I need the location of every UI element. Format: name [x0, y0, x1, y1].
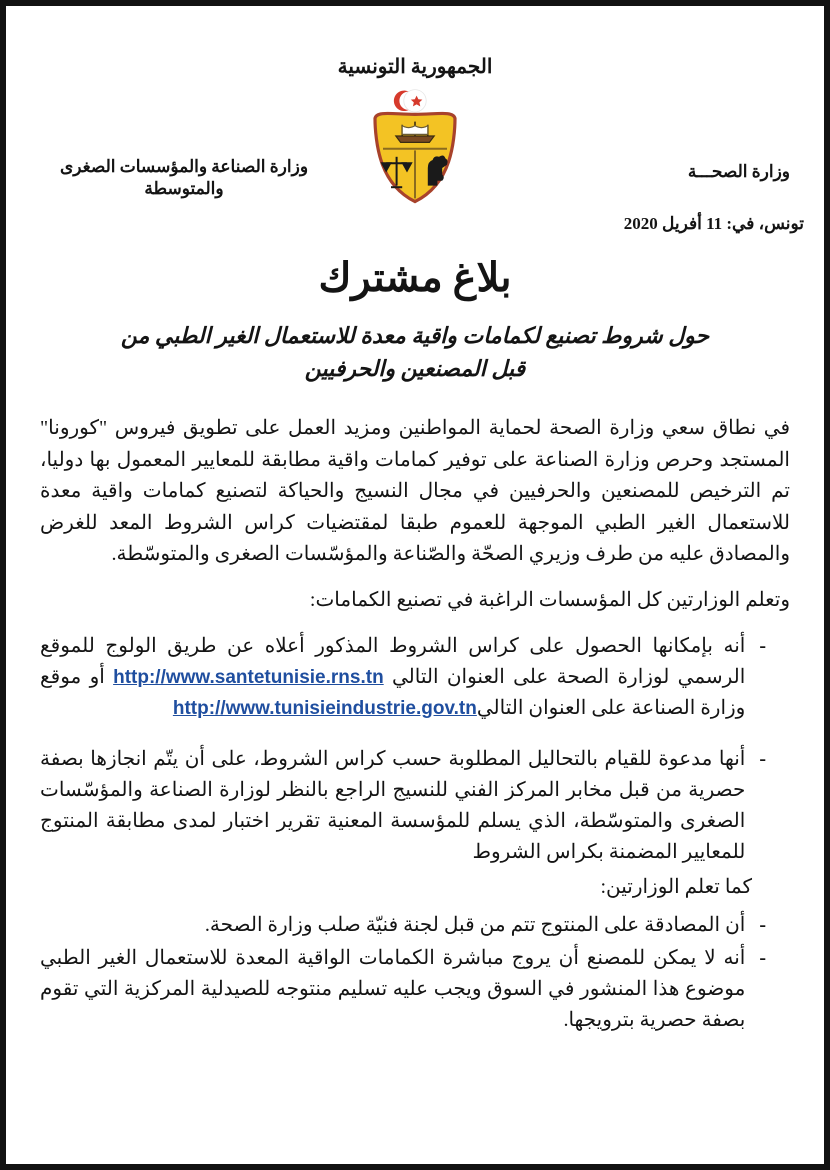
bullet-text: أنه لا يمكن للمصنع أن يروج مباشرة الكمامات الواقية المعدة للاستعمال الغير الطبي موضوع هذا المنشور في السوق ويجب عليه تسليم منتوجه للصيدلية المركزية التي تقوم بصفة حصرية بترويجها. — [40, 946, 746, 1031]
second-list-intro: كما تعلم الوزارتين: — [600, 875, 752, 898]
bullet-item-required-tests — [40, 744, 790, 868]
sante-tunisie-link[interactable]: http://www.santetunisie.rns.tn — [113, 666, 384, 688]
bullet1-text-part2: أو موقع وزارة الصناعة على العنوان التالي — [40, 665, 746, 719]
date-line: تونس، في: 11 أفريل 2020 — [623, 214, 804, 233]
bullet-text — [40, 631, 745, 724]
bullet-item-product-approval — [40, 910, 790, 941]
tunisia-coat-of-arms-icon — [359, 88, 471, 217]
second-list — [40, 910, 790, 1036]
bullet-item-access-conditions — [40, 631, 790, 724]
republic-title: الجمهورية التونسية — [337, 56, 493, 78]
bullet-dash-icon: - — [759, 913, 766, 936]
bullet-dash-icon: - — [759, 747, 766, 770]
intro-paragraph: في نطاق سعي وزارة الصحة لحماية المواطنين ومزيد العمل على تطويق فيروس "كورونا" المستجد وحرص وزارة الصناعة على توفير كمامات واقية مطابقة للمعايير المعمول بها دوليا، تم الترخيص للمصنعين والحرفيين في مجال النسيج والحياكة لتصنيع كمامات واقية معدة للاستعمال الغير الطبي الموجهة للعموم طبقا لمقتضيات كراس الشروط المعد للغرض والمصادق عليه من طرف وزيري الصحّة والصّناعة والمؤسّسات الصغرى والمتوسّطة. — [40, 417, 790, 566]
ministry-industry-label: وزارة الصناعة والمؤسسات الصغرى والمتوسطة — [59, 157, 309, 199]
bullet-dash-icon: - — [759, 634, 766, 657]
masks-list-intro: وتعلم الوزارتين كل المؤسسات الراغبة في تصنيع الكمامات: — [309, 588, 790, 611]
tunisie-industrie-link[interactable]: http://www.tunisieindustrie.gov.tn — [172, 697, 477, 719]
bullet-item-distribution-restriction — [40, 943, 790, 1036]
bullet-text: أن المصادقة على المنتوج تتم من قبل لجنة فنيّة صلب وزارة الصحة. — [204, 913, 746, 936]
document-title: بلاغ مشترك — [318, 255, 512, 300]
bullet-text: أنها مدعوة للقيام بالتحاليل المطلوبة حسب كراس الشروط، على أن يتّم انجازها بصفة حصرية من قبل مخابر المركز الفني للنسيج الراجع بالنظر لوزارة الصناعة والمؤسّسات الصغرى والمتوسّطة، الذي يسلم للمؤسسة المعنية تقرير اختبار لمدى مطابقة المنتوج للمعايير المضمنة بكراس الشروط — [40, 747, 746, 863]
document-header — [6, 6, 824, 248]
document-body — [6, 254, 824, 1036]
document-subtitle: حول شروط تصنيع لكمامات واقية معدة للاستعمال الغير الطبي من قبل المصنعين والحرفيين — [120, 323, 710, 381]
bullet1-text-part1: أنه بإمكانها الحصول على كراس الشروط المذكور أعلاه عن طريق الولوج للموقع الرسمي لوزارة الصحة على العنوان التالي — [40, 634, 746, 688]
bullet-dash-icon: - — [759, 946, 766, 969]
ministry-health-label: وزارة الصحـــة — [687, 162, 790, 181]
